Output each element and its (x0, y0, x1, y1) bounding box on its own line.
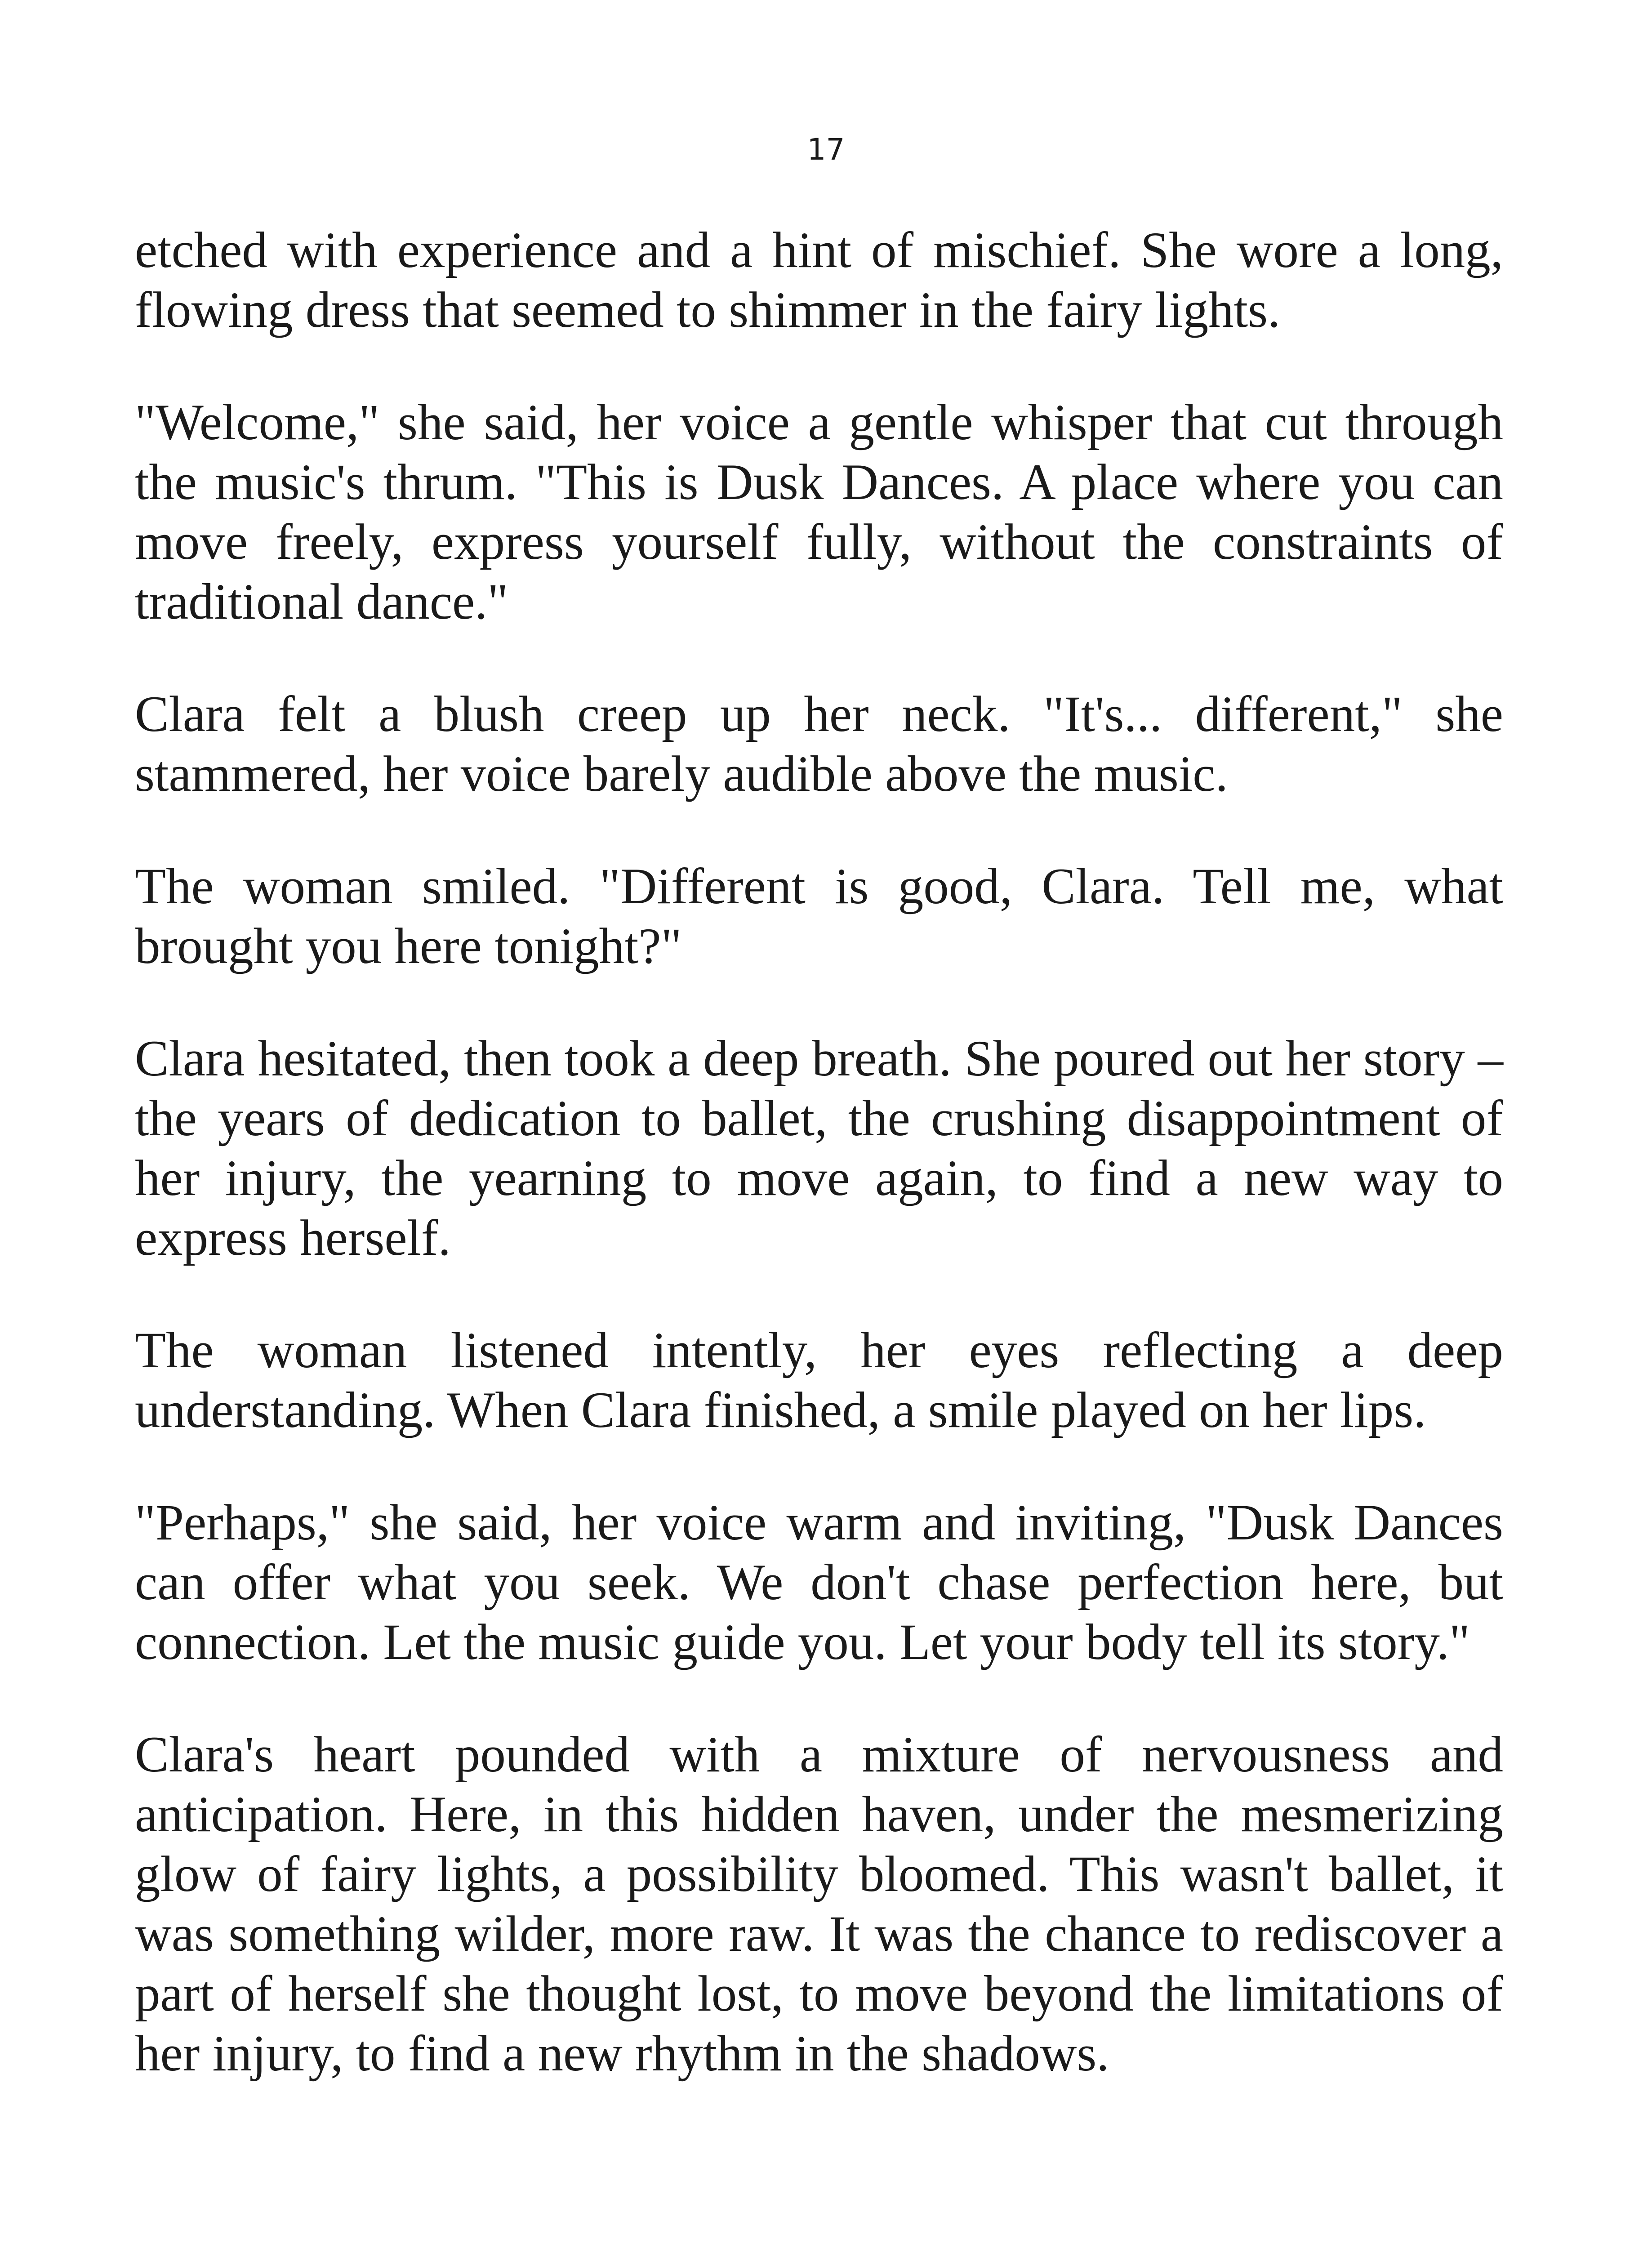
page-number: 17 (807, 132, 845, 167)
paragraph: etched with experience and a hint of mischief. She wore a long, flowing dress that seemed to shimmer in the fairy lights. (135, 222, 1503, 338)
paragraph: "Welcome," she said, her voice a gentle whisper that cut through the music's thrum. "This is Dusk Dances. A place where you can move freely, express yourself fully, without the constraints of traditional dance." (135, 394, 1503, 630)
paragraph: Clara's heart pounded with a mixture of nervousness and anticipation. Here, in this hidden haven, under the mesmerizing glow of fairy lights, a possibility bloomed. This wasn't ballet, it was something wilder, more raw. It was the chance to rediscover a part of herself she thought lost, to move beyond the limitations of her injury, to find a new rhythm in the shadows. (135, 1726, 1503, 2082)
paragraph: The woman smiled. "Different is good, Clara. Tell me, what brought you here tonight?" (135, 858, 1503, 974)
paragraph: Clara hesitated, then took a deep breath. She poured out her story – the years of dedication to ballet, the crushing disappointment of her injury, the yearning to move again, to find a new way to express herself. (135, 1030, 1503, 1266)
paragraph: "Perhaps," she said, her voice warm and inviting, "Dusk Dances can offer what you seek. We don't chase perfection here, but connection. Let the music guide you. Let your body tell its story." (135, 1494, 1503, 1670)
paragraph: The woman listened intently, her eyes reflecting a deep understanding. When Clara finished, a smile played on her lips. (135, 1322, 1503, 1438)
paragraph: Clara felt a blush creep up her neck. "It's... different," she stammered, her voice barely audible above the music. (135, 686, 1503, 802)
body-text (135, 220, 1503, 2136)
